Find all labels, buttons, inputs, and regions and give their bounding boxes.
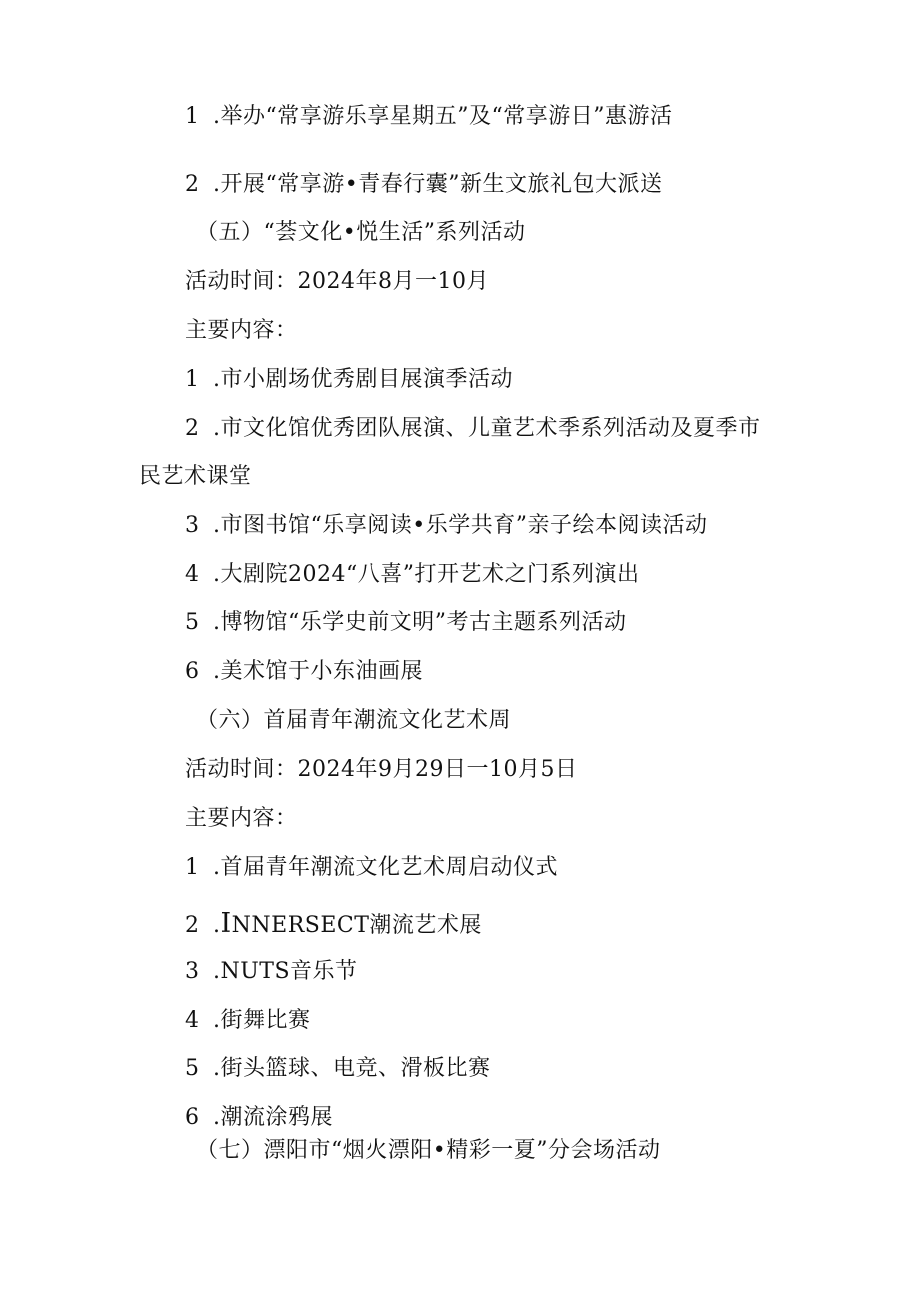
list-item <box>185 170 662 200</box>
item-initial-letter: I <box>220 908 232 939</box>
item-number: 4 <box>185 562 200 587</box>
list-item <box>185 909 482 941</box>
item-number: 1 <box>185 104 200 129</box>
item-number: 6 <box>185 659 200 684</box>
section-heading: （七）漂阳市“烟火漂阳•精彩一夏”分会场活动 <box>196 1138 661 1163</box>
section-heading: （六）首届青年潮流文化艺术周 <box>196 708 512 733</box>
item-number: 4 <box>185 1008 200 1033</box>
item-number: 6 <box>185 1105 200 1130</box>
item-text: .市图书馆“乐享阅读•乐学共育”亲子绘本阅读活动 <box>213 513 708 538</box>
list-item <box>185 1006 311 1036</box>
item-text: .街舞比赛 <box>213 1008 311 1033</box>
list-item <box>185 608 627 638</box>
item-text: .举办“常享游乐享星期五”及“常享游日”惠游活 <box>213 104 673 129</box>
list-item <box>185 957 358 987</box>
activity-time: 活动时间：2024年8月一10月 <box>185 269 489 294</box>
item-number: 2 <box>185 172 200 197</box>
item-number: 2 <box>185 913 200 938</box>
list-item <box>185 511 707 541</box>
section-heading: （五）“荟文化•悦生活”系列活动 <box>196 220 526 245</box>
item-number: 1 <box>185 855 200 880</box>
list-item <box>185 560 639 590</box>
item-text: NNERSECT潮流艺术展 <box>231 913 482 938</box>
item-text: .市文化馆优秀团队展演、儿童艺术季系列活动及夏季市 <box>213 416 761 441</box>
item-number: 5 <box>185 610 200 635</box>
item-text: .街头篮球、电竞、滑板比赛 <box>213 1056 491 1081</box>
list-item <box>185 1103 333 1133</box>
main-content-label: 主要内容： <box>185 318 298 343</box>
list-item-continuation: 民艺术课堂 <box>139 464 252 489</box>
item-number: 3 <box>185 959 200 984</box>
item-number: 2 <box>185 416 200 441</box>
item-text: .美术馆于小东油画展 <box>213 659 423 684</box>
item-text: .首届青年潮流文化艺术周启动仪式 <box>213 855 558 880</box>
activity-time: 活动时间：2024年9月29日一10月5日 <box>185 757 578 782</box>
item-text: .博物馆“乐学史前文明”考古主题系列活动 <box>213 610 627 635</box>
item-prefix: . <box>213 913 221 938</box>
item-text: .大剧院2024“八喜”打开艺术之门系列演出 <box>213 562 640 587</box>
list-item <box>185 365 513 395</box>
list-item <box>185 657 423 687</box>
item-number: 1 <box>185 367 200 392</box>
list-item <box>185 414 761 444</box>
list-item <box>185 1054 491 1084</box>
item-text: .市小剧场优秀剧目展演季活动 <box>213 367 513 392</box>
item-text: .开展“常享游•青春行囊”新生文旅礼包大派送 <box>213 172 663 197</box>
list-item <box>185 853 558 883</box>
item-number: 3 <box>185 513 200 538</box>
list-item <box>185 102 672 132</box>
main-content-label: 主要内容： <box>185 806 298 831</box>
item-text: .NUTS音乐节 <box>213 959 358 984</box>
item-number: 5 <box>185 1056 200 1081</box>
item-text: .潮流涂鸦展 <box>213 1105 333 1130</box>
